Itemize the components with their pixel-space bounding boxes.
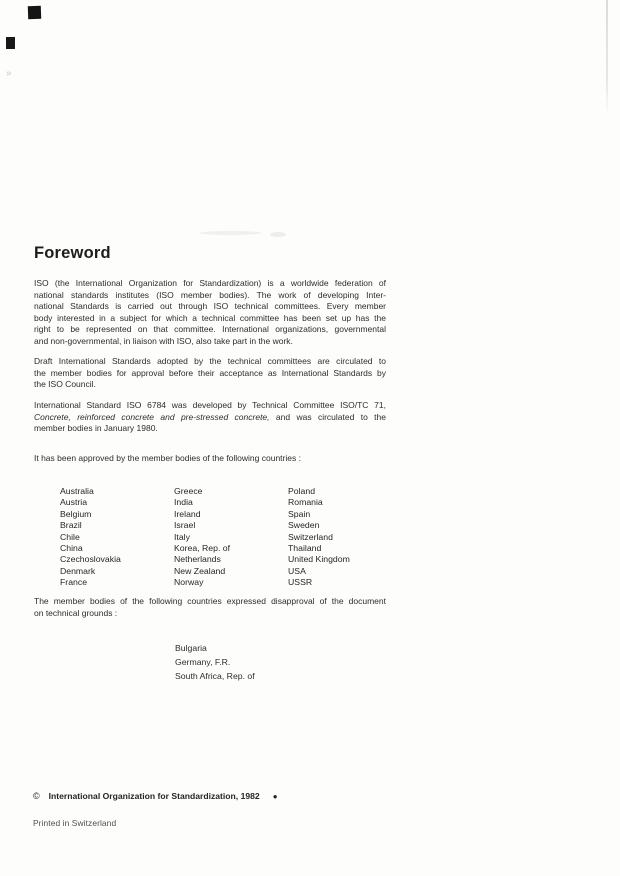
- country-item: Netherlands: [174, 554, 221, 565]
- paragraph-line: the member bodies for approval before their acceptance as International Standards by: [34, 367, 386, 378]
- paragraph-line: ISO (the International Organization for Standardization) is a worldwide federation of: [34, 278, 386, 288]
- foreword-heading: Foreword: [34, 244, 111, 262]
- country-column-1: [60, 486, 121, 589]
- country-item: Australia: [60, 486, 94, 496]
- country-item: Korea, Rep. of: [174, 543, 231, 554]
- paragraph-line-rest: and was circulated to the: [269, 411, 386, 422]
- country-item: France: [60, 577, 88, 588]
- scan-edge-artifact: [606, 0, 608, 116]
- scan-mark: [28, 6, 41, 19]
- paragraph-iso-description: [34, 278, 386, 348]
- scan-artifact: »: [5, 67, 13, 80]
- disapproval-intro: [34, 596, 386, 619]
- paragraph-line: Draft International Standards adopted by the technical committees are circulated to: [34, 356, 386, 366]
- paragraph-line: and non-governmental, in liaison with ISO, also take part in the work.: [34, 335, 293, 346]
- country-item: Greece: [174, 486, 203, 496]
- country-column-2: [174, 486, 230, 589]
- bullet-icon: ●: [272, 791, 278, 801]
- country-item: United Kingdom: [288, 554, 350, 565]
- copyright-icon: ©: [33, 791, 40, 801]
- copyright-text: International Organization for Standardization, 1982: [48, 791, 260, 801]
- scan-smudge: [270, 232, 286, 237]
- country-item: Poland: [288, 486, 316, 496]
- country-item: Austria: [60, 497, 88, 508]
- paragraph-line: body interested in a subject for which a technical committee has been set up has the: [34, 312, 386, 323]
- paragraph-line: right to be represented on that committee. International organizations, governmental: [34, 324, 386, 335]
- paragraph-line: national standards institutes (ISO member bodies). The work of developing Inter-: [34, 289, 386, 300]
- country-item: South Africa, Rep. of: [175, 671, 255, 681]
- paragraph-line: the ISO Council.: [34, 379, 96, 390]
- country-item: Israel: [174, 520, 196, 531]
- country-item: Brazil: [60, 520, 82, 531]
- country-item: Sweden: [288, 520, 320, 531]
- country-item: Switzerland: [288, 531, 333, 542]
- paragraph-standard-origin: [34, 400, 386, 435]
- country-item: Romania: [288, 497, 323, 508]
- disapproving-countries-list: [175, 641, 255, 683]
- country-item: Czechoslovakia: [60, 554, 121, 565]
- committee-title-italic: Concrete, reinforced concrete and pre-stressed concrete,: [34, 411, 270, 422]
- country-item: USA: [288, 565, 306, 576]
- paragraph-line: national Standards is carried out through ISO technical committees. Every member: [34, 301, 386, 312]
- paragraph-line: member bodies in January 1980.: [34, 423, 158, 434]
- country-column-3: [288, 486, 350, 589]
- scan-mark: [6, 37, 15, 49]
- country-item: Norway: [174, 577, 204, 588]
- paragraph-line: on technical grounds :: [34, 607, 118, 618]
- country-item: Spain: [288, 508, 311, 519]
- country-item: Chile: [60, 531, 80, 542]
- approving-countries-list: [0, 486, 620, 592]
- country-item: China: [60, 543, 83, 554]
- paragraph-draft-standards: [34, 356, 386, 391]
- country-item: Italy: [174, 531, 190, 542]
- scan-smudge: [200, 231, 262, 235]
- country-item: Belgium: [60, 508, 92, 519]
- paragraph-line: The member bodies of the following countries expressed disapproval of the document: [34, 596, 386, 606]
- country-item: Germany, F.R.: [175, 657, 231, 667]
- country-item: Thailand: [288, 543, 322, 554]
- country-item: Bulgaria: [175, 643, 207, 653]
- country-item: New Zealand: [174, 565, 226, 576]
- copyright-line: [33, 791, 278, 801]
- paragraph-line: International Standard ISO 6784 was developed by Technical Committee ISO/TC 71,: [34, 400, 386, 410]
- printed-note: Printed in Switzerland: [33, 818, 117, 828]
- country-item: Ireland: [174, 508, 201, 519]
- approval-intro: It has been approved by the member bodies of the following countries :: [34, 453, 301, 463]
- country-item: USSR: [288, 577, 313, 588]
- country-item: Denmark: [60, 565, 96, 576]
- paragraph-line: [34, 412, 386, 424]
- country-item: India: [174, 497, 193, 508]
